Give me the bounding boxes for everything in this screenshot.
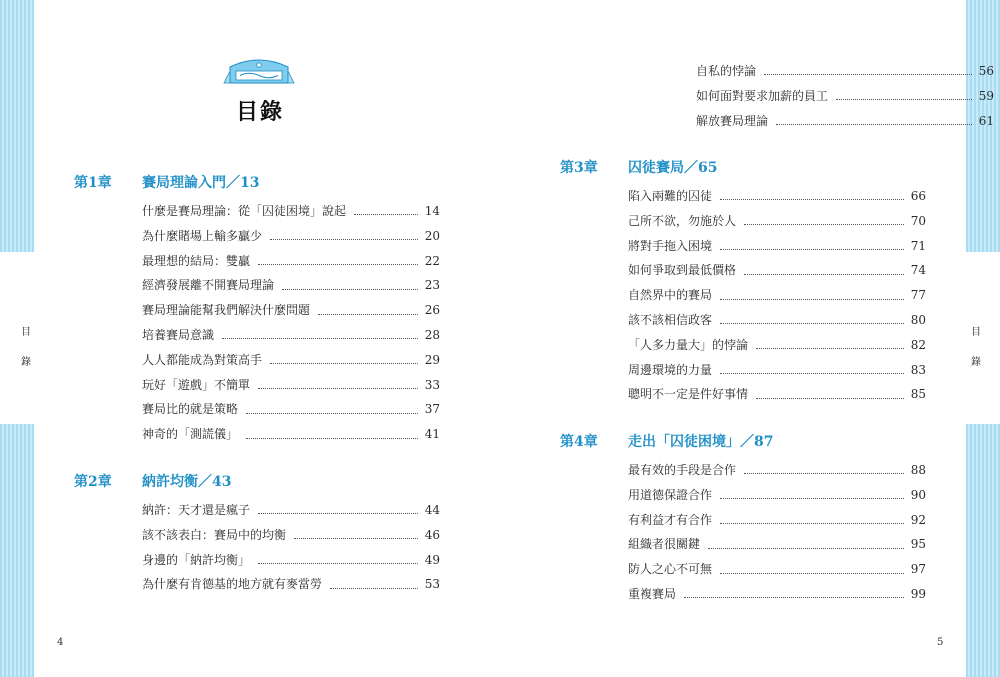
toc-entry-page: 44 <box>424 503 440 517</box>
toc-entry-title: 如何爭取到最低價格 <box>628 263 737 278</box>
toc-entry[interactable] <box>628 560 926 585</box>
toc-entry-title: 陷入兩難的囚徒 <box>628 189 713 203</box>
chapter-number: 第1章 <box>74 175 112 191</box>
toc-entry-page: 92 <box>910 512 926 527</box>
toc-entry-page: 41 <box>424 427 440 442</box>
toc-entry-page: 56 <box>978 64 994 78</box>
toc-entry-page: 53 <box>424 577 440 592</box>
chapter-number: 第4章 <box>560 434 598 450</box>
toc-entry[interactable] <box>142 202 440 227</box>
toc-entry-page: 70 <box>910 213 926 228</box>
toc-entry-title: 有利益才有合作 <box>628 512 713 527</box>
toc-entry[interactable] <box>628 461 926 486</box>
dot-leader <box>318 313 418 315</box>
toc-entry[interactable] <box>628 311 926 336</box>
dot-leader <box>246 412 418 414</box>
dot-leader <box>258 562 418 564</box>
toc-entry-title: 解放賽局理論 <box>696 113 769 128</box>
dot-leader <box>720 322 904 324</box>
toc-entry[interactable] <box>628 286 926 311</box>
toc-entry-page: 61 <box>978 113 994 128</box>
dot-leader <box>354 213 418 215</box>
chapter-2 <box>74 471 440 600</box>
chapter-number: 第2章 <box>74 474 112 490</box>
toc-entry[interactable] <box>628 237 926 262</box>
dot-leader <box>270 238 418 240</box>
dot-leader <box>720 372 904 374</box>
toc-entry[interactable] <box>142 526 440 551</box>
toc-entry-page: 46 <box>424 527 440 542</box>
toc-entry-page: 77 <box>910 288 926 303</box>
toc-entry-page: 66 <box>910 189 926 203</box>
toc-entry[interactable] <box>628 261 926 286</box>
toc-entry-title: 納許：天才還是瘋子 <box>142 503 251 517</box>
toc-entry[interactable] <box>142 252 440 277</box>
toc-entry-title: 自私的悖論 <box>696 64 757 78</box>
decorative-banner-icon <box>222 57 296 85</box>
dot-leader <box>836 98 972 100</box>
toc-entry[interactable] <box>142 301 440 326</box>
dot-leader <box>258 387 418 389</box>
toc-entry-page: 59 <box>978 88 994 103</box>
toc-entry-page: 22 <box>424 253 440 268</box>
chapter-title: 賽局理論入門／13 <box>142 175 260 191</box>
toc-entry-title: 什麼是賽局理論：從「囚徒困境」說起 <box>142 204 347 218</box>
toc-entry-page: 26 <box>424 303 440 318</box>
toc-entry-page: 99 <box>910 586 926 601</box>
toc-entry[interactable] <box>628 187 926 212</box>
toc-entry[interactable] <box>142 376 440 401</box>
toc-entry-title: 「人多力量大」的悖論 <box>628 337 749 352</box>
toc-entry[interactable] <box>142 575 440 600</box>
toc-entry[interactable] <box>628 336 926 361</box>
toc-entry-title: 賽局理論能幫我們解決什麼問題 <box>142 303 311 318</box>
toc-list <box>628 461 926 610</box>
chapter-number: 第3章 <box>560 160 598 176</box>
dot-leader <box>258 512 418 514</box>
dot-leader <box>708 547 904 549</box>
dot-leader <box>294 537 418 539</box>
toc-entry-title: 防人之心不可無 <box>628 562 713 577</box>
toc-entry[interactable] <box>142 400 440 425</box>
toc-entry-page: 29 <box>424 352 440 367</box>
dot-leader <box>720 572 904 574</box>
left-side-label <box>16 318 36 378</box>
toc-entry-page: 97 <box>910 562 926 577</box>
toc-entry-title: 經濟發展離不開賽局理論 <box>142 278 275 293</box>
toc-entry[interactable] <box>142 326 440 351</box>
toc-entry[interactable] <box>628 535 926 560</box>
chapter-title: 納許均衡／43 <box>142 474 232 490</box>
left-bottom-stripe <box>0 424 34 677</box>
toc-entry-title: 將對手拖入困境 <box>628 238 713 253</box>
chapter-heading <box>74 172 440 194</box>
toc-entry[interactable] <box>628 385 926 410</box>
toc-entry-page: 28 <box>424 327 440 342</box>
right-side-label <box>966 318 986 378</box>
side-label-char: 目 <box>971 327 981 338</box>
toc-entry-page: 71 <box>910 238 926 253</box>
toc-entry[interactable] <box>142 551 440 576</box>
toc-entry[interactable] <box>628 585 926 610</box>
dot-leader <box>764 73 972 75</box>
dot-leader <box>744 472 904 474</box>
toc-entry[interactable] <box>628 486 926 511</box>
dot-leader <box>246 437 418 439</box>
dot-leader <box>744 273 904 275</box>
toc-entry-title: 身邊的「納許均衡」 <box>142 552 251 567</box>
chapter-heading <box>560 157 926 179</box>
toc-entry-page: 83 <box>910 362 926 377</box>
toc-entry-title: 重複賽局 <box>628 586 677 601</box>
toc-entry-page: 95 <box>910 537 926 552</box>
toc-entry-title: 聰明不一定是件好事情 <box>628 387 749 402</box>
toc-entry-page: 20 <box>424 228 440 243</box>
side-label-char: 錄 <box>21 357 31 368</box>
chapter-2-continued <box>696 62 994 136</box>
toc-entry-page: 85 <box>910 387 926 402</box>
toc-entry-title: 周邊環境的力量 <box>628 362 713 377</box>
toc-entry-page: 23 <box>424 278 440 293</box>
toc-entry-title: 神奇的「測謊儀」 <box>142 427 239 442</box>
dot-leader <box>684 596 904 598</box>
toc-entry-page: 80 <box>910 312 926 327</box>
chapter-heading <box>74 471 440 493</box>
chapter-4 <box>560 431 926 610</box>
toc-entry-page: 37 <box>424 402 440 417</box>
toc-entry-title: 最有效的手段是合作 <box>628 463 737 477</box>
toc-entry[interactable] <box>142 276 440 301</box>
toc-entry[interactable] <box>696 112 994 137</box>
dot-leader <box>258 263 418 265</box>
chapter-title: 走出「囚徒困境」／87 <box>628 434 774 450</box>
toc-list <box>142 202 440 450</box>
toc-entry-page: 90 <box>910 487 926 502</box>
toc-entry-title: 己所不欲，勿施於人 <box>628 213 737 228</box>
toc-list <box>628 187 926 410</box>
dot-leader <box>222 337 418 339</box>
toc-entry-page: 88 <box>910 463 926 477</box>
chapter-1 <box>74 172 440 450</box>
toc-entry-page: 74 <box>910 263 926 278</box>
right-page-number: 5 <box>937 637 944 648</box>
toc-entry-title: 為什麼賭場上輸多贏少 <box>142 228 263 243</box>
toc-entry-title: 用道德保證合作 <box>628 487 713 502</box>
right-bottom-stripe <box>966 424 1000 677</box>
toc-entry-page: 82 <box>910 337 926 352</box>
left-top-stripe <box>0 0 34 252</box>
toc-entry-title: 賽局比的就是策略 <box>142 402 239 417</box>
dot-leader <box>720 298 904 300</box>
dot-leader <box>282 288 418 290</box>
toc-entry-title: 該不該表白：賽局中的均衡 <box>142 527 287 542</box>
toc-list <box>142 501 440 600</box>
chapter-3 <box>560 157 926 410</box>
toc-entry-title: 玩好「遊戲」不簡單 <box>142 377 251 392</box>
toc-entry[interactable] <box>628 212 926 237</box>
toc-entry-title: 自然界中的賽局 <box>628 288 713 303</box>
toc-entry-title: 如何面對要求加薪的員工 <box>696 88 829 103</box>
toc-entry[interactable] <box>142 425 440 450</box>
toc-entry-title: 人人都能成為對策高手 <box>142 352 263 367</box>
dot-leader <box>720 248 904 250</box>
toc-entry-title: 為什麼有肯德基的地方就有麥當勞 <box>142 577 323 592</box>
toc-entry[interactable] <box>628 361 926 386</box>
side-label-char: 目 <box>21 327 31 338</box>
toc-entry[interactable] <box>628 511 926 536</box>
dot-leader <box>720 522 904 524</box>
toc-entry-title: 該不該相信政客 <box>628 312 713 327</box>
side-label-char: 錄 <box>971 357 981 368</box>
chapter-title: 囚徒賽局／65 <box>628 160 718 176</box>
toc-entry[interactable] <box>142 351 440 376</box>
left-page-number: 4 <box>57 637 64 648</box>
dot-leader <box>720 198 904 200</box>
dot-leader <box>776 123 972 125</box>
toc-entry-page: 14 <box>424 204 440 218</box>
toc-entry-title: 最理想的結局：雙贏 <box>142 253 251 268</box>
toc-entry-title: 培養賽局意識 <box>142 327 215 342</box>
toc-entry[interactable] <box>142 501 440 526</box>
toc-entry-page: 49 <box>424 552 440 567</box>
toc-entry[interactable] <box>142 227 440 252</box>
dot-leader <box>720 497 904 499</box>
dot-leader <box>756 347 904 349</box>
toc-entry[interactable] <box>696 87 994 112</box>
chapter-heading <box>560 431 926 453</box>
dot-leader <box>756 397 904 399</box>
toc-entry-page: 33 <box>424 377 440 392</box>
toc-entry[interactable] <box>696 62 994 87</box>
dot-leader <box>270 362 418 364</box>
page-title: 目錄 <box>235 99 284 125</box>
toc-entry-title: 組織者很關鍵 <box>628 537 701 552</box>
dot-leader <box>330 587 418 589</box>
dot-leader <box>744 223 904 225</box>
